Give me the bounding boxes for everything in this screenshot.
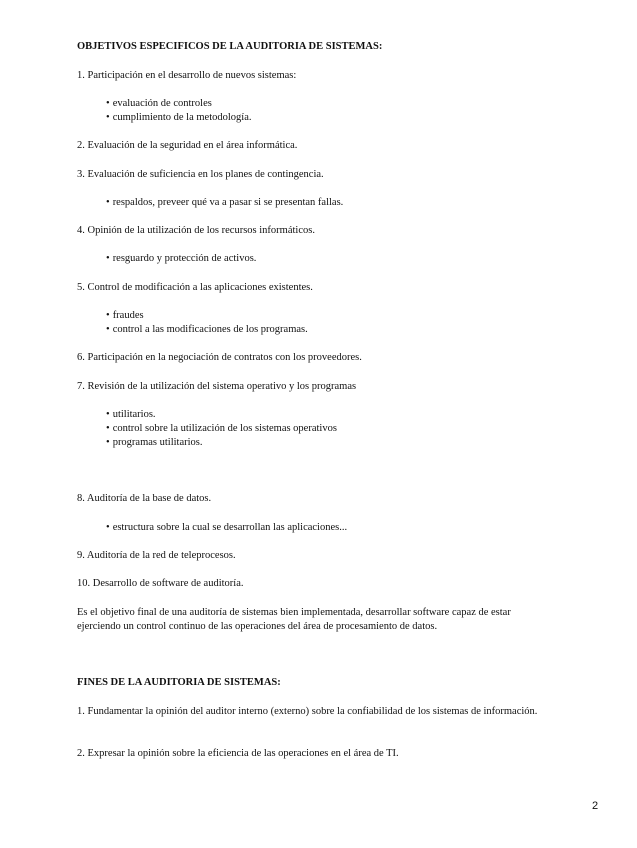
objective-8-bullet-1: • estructura sobre la cual se desarrollan las aplicaciones... (106, 521, 347, 534)
objective-1-bullet-1: • evaluación de controles (106, 97, 212, 110)
objective-5: 5. Control de modificación a las aplicaciones existentes. (77, 282, 313, 293)
page-number: 2 (592, 800, 599, 812)
objective-4-bullet-1: • resguardo y protección de activos. (106, 252, 256, 265)
objective-9: 9. Auditoría de la red de teleprocesos. (77, 550, 236, 561)
objective-8: 8. Auditoría de la base de datos. (77, 493, 212, 504)
objective-1-bullet-2: • cumplimiento de la metodología. (106, 111, 252, 124)
objective-10: 10. Desarrollo de software de auditoría. (77, 578, 244, 589)
end-2: 2. Expresar la opinión sobre la eficiencia de las operaciones en el área de TI. (77, 748, 399, 759)
section-heading-fines: FINES DE LA AUDITORIA DE SISTEMAS: (77, 677, 281, 688)
paragraph-line-2: ejerciendo un control continuo de las operaciones del área de procesamiento de datos. (77, 621, 438, 632)
objective-2: 2. Evaluación de la seguridad en el área informática. (77, 140, 298, 151)
objective-7-bullet-1: • utilitarios. (106, 408, 156, 421)
section-heading-objetivos: OBJETIVOS ESPECIFICOS DE LA AUDITORIA DE SISTEMAS: (77, 41, 383, 52)
end-1: 1. Fundamentar la opinión del auditor interno (externo) sobre la confiabilidad de los sistemas de información. (77, 706, 538, 717)
objective-5-bullet-1: • fraudes (106, 309, 144, 322)
objective-5-bullet-2: • control a las modificaciones de los programas. (106, 323, 308, 336)
objective-4: 4. Opinión de la utilización de los recursos informáticos. (77, 225, 315, 236)
objective-3: 3. Evaluación de suficiencia en los planes de contingencia. (77, 169, 324, 180)
objective-7-bullet-2: • control sobre la utilización de los sistemas operativos (106, 422, 337, 435)
paragraph-line-1: Es el objetivo final de una auditoría de sistemas bien implementada, desarrollar software capaz de estar (77, 607, 511, 618)
objective-1: 1. Participación en el desarrollo de nuevos sistemas: (77, 70, 297, 81)
objective-7: 7. Revisión de la utilización del sistema operativo y los programas (77, 381, 357, 392)
objective-7-bullet-3: • programas utilitarios. (106, 436, 203, 449)
objective-6: 6. Participación en la negociación de contratos con los proveedores. (77, 352, 362, 363)
objective-3-bullet-1: • respaldos, preveer qué va a pasar si se presentan fallas. (106, 196, 343, 209)
